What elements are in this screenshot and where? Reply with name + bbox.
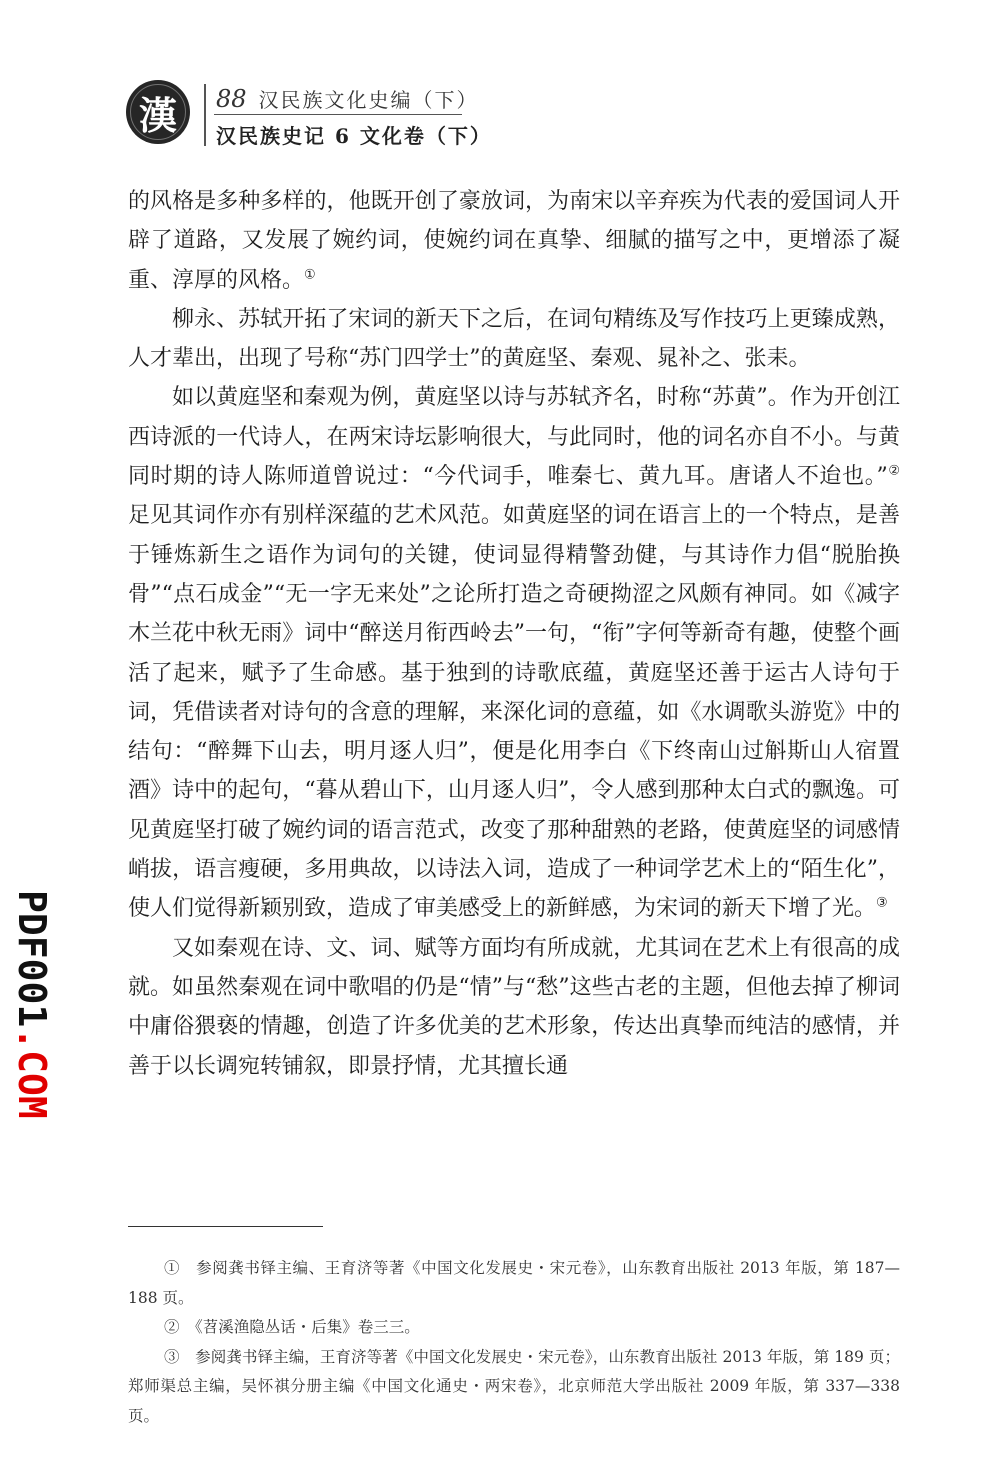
- footnote-ref-3: ③: [876, 896, 888, 912]
- footnote-1: ① 参阅龚书铎主编、王育济等著《中国文化发展史・宋元卷》，山东教育出版社 2013 年版，第 187—188 页。: [128, 1259, 900, 1307]
- volume-title: 汉民族史记 6 文化卷（下）: [216, 124, 492, 148]
- footnote-3: ③ 参阅龚书铎主编，王育济等著《中国文化发展史・宋元卷》，山东教育出版社 2013 年版，第 189 页；郑师渠总主编，吴怀祺分册主编《中国文化通史・两宋卷》，北京师范大学出版社 2009 年版，第 337—338 页。: [128, 1347, 900, 1425]
- header-rule: [214, 114, 462, 115]
- footnote-separator: [128, 1226, 323, 1227]
- paragraph-4: 又如秦观在诗、文、词、赋等方面均有所成就，尤其词在艺术上有很高的成就。如虽然秦观在词中歌唱的仍是“情”与“愁”这些古老的主题，但他去掉了柳词中庸俗猥亵的情趣，创造了许多优美的艺术形象，传达出真挚而纯洁的感情，并善于以长调宛转铺叙，即景抒情，尤其擅长通: [128, 935, 900, 1079]
- footnote-ref-2: ②: [887, 463, 900, 479]
- watermark: PDF001.COM: [10, 890, 54, 1119]
- main-text: [128, 182, 900, 1086]
- paragraph-2: 柳永、苏轼开拓了宋词的新天下之后，在词句精练及写作技巧上更臻成熟，人才辈出，出现了号称“苏门四学士”的黄庭坚、秦观、晁补之、张耒。: [128, 306, 900, 372]
- paragraph-1: 的风格是多种多样的，他既开创了豪放词，为南宋以辛弃疾为代表的爱国词人开辟了道路，又发展了婉约词，使婉约词在真挚、细腻的描写之中，更增添了凝重、淳厚的风格。①: [128, 189, 900, 293]
- page-number: 88: [216, 85, 247, 113]
- header-divider: [204, 84, 206, 146]
- header-series-line: [216, 84, 479, 113]
- page-header: [126, 76, 526, 156]
- footnotes: [128, 1254, 900, 1431]
- series-title: 汉民族文化史编（下）: [258, 88, 479, 112]
- paragraph-3: 如以黄庭坚和秦观为例，黄庭坚以诗与苏轼齐名，时称“苏黄”。作为开创江西诗派的一代诗人，在两宋诗坛影响很大，与此同时，他的词名亦自不小。与黄同时期的诗人陈师道曾说过：“今代词手，唯秦七、黄九耳。唐诸人不迨也。”② 足见其词作亦有别样深蕴的艺术风范。如黄庭坚的词在语言上的一个特点，是善于锤炼新生之语作为词句的关键，使词显得精警劲健，与其诗作力倡“脱胎换骨”“点石成金”“无一字无来处”之论所打造之奇硬拗涩之风颇有神同。如《减字木兰花中秋无雨》词中“醉送月衔西岭去”一句，“衔”字何等新奇有趣，使整个画活了起来，赋予了生命感。基于独到的诗歌底蕴，黄庭坚还善于运古人诗句于词，凭借读者对诗句的含意的理解，来深化词的意蕴，如《水调歌头游览》中的结句：“醉舞下山去，明月逐人归”，便是化用李白《下终南山过斛斯山人宿置酒》诗中的起句，“暮从碧山下，山月逐人归”，令人感到那种太白式的飘逸。可见黄庭坚打破了婉约词的语言范式，改变了那种甜熟的老路，使黄庭坚的词感情峭拔，语言瘦硬，多用典故，以诗法入词，造成了一种词学艺术上的“陌生化”，使人们觉得新颖别致，造成了审美感受上的新鲜感，为宋词的新天下增了光。③: [128, 385, 900, 922]
- han-seal-logo: 漢: [126, 80, 190, 144]
- footnote-2: ② 《苕溪渔隐丛话・后集》卷三三。: [164, 1318, 420, 1336]
- footnote-ref-1: ①: [304, 267, 316, 283]
